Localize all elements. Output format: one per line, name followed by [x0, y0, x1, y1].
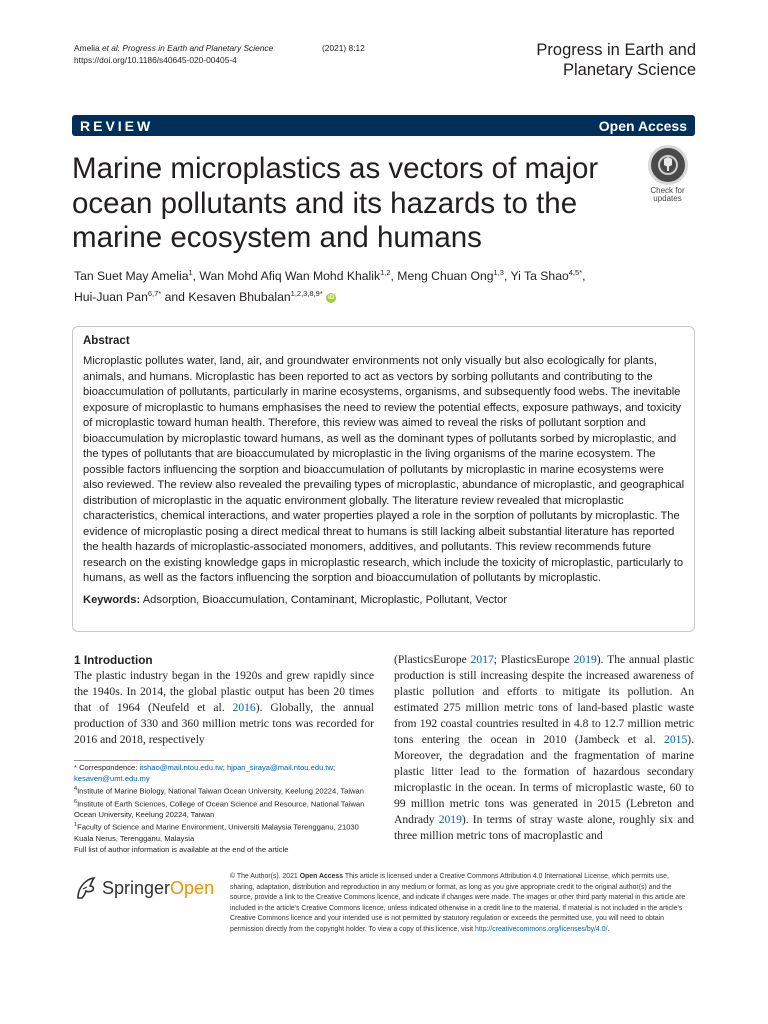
license-end: .: [607, 925, 610, 933]
citation-journal: et al. Progress in Earth and Planetary Science: [101, 43, 274, 53]
springer-horse-icon: [74, 876, 96, 900]
check-for-updates-badge[interactable]: [640, 145, 695, 205]
footnote-divider: [74, 760, 214, 761]
citation-link[interactable]: 2019: [573, 653, 597, 666]
body-column-left: [74, 652, 374, 748]
author-affiliation-sup: 6,7*: [147, 289, 162, 299]
article-type-label: REVIEW: [80, 117, 154, 134]
author-affiliation-sup: 1: [188, 268, 193, 277]
springer-open-wordmark: [102, 878, 214, 898]
author-name[interactable]: Tan Suet May Amelia: [74, 269, 189, 284]
author-separator: ,: [582, 269, 586, 284]
orcid-icon[interactable]: iD: [328, 294, 335, 301]
body-column-right: [394, 652, 694, 844]
body-text-span: (PlasticsEurope: [394, 653, 471, 666]
citation-line: [74, 42, 404, 54]
affiliation-text: Institute of Earth Sciences, College of Ocean Science and Resource, National Taiwan Ocean University, Keelung 20224, Taiwan: [74, 799, 365, 820]
body-text-span: ; PlasticsEurope: [493, 653, 574, 666]
journal-title-line1: Progress in Earth and: [536, 41, 696, 59]
body-text-span: ). Moreover, the degradation and the fragmentation of marine plastic litter lead to the formation of hazardous secondary microplastic in the ocean. In terms of microplastic waste, 60 to 99 million metric tons was generated in 2015 (Lebreton and Andrady: [394, 733, 694, 826]
author-affiliation-sup: 4,5*: [568, 268, 583, 277]
body-text-span: ). Globally, the annual production of 330 and 360 million metric tons was recorded for 2016 and 2018, respectively: [74, 701, 374, 746]
citation-link[interactable]: 2019: [438, 813, 462, 826]
body-paragraph: [74, 668, 374, 748]
check-updates-line2: updates: [653, 194, 682, 203]
citation-author: Amelia: [74, 43, 100, 53]
author-affiliation-sup: 1,2,3,8,9*: [290, 289, 323, 299]
author-name[interactable]: and Kesaven Bhubalan: [161, 290, 291, 305]
full-list-note: Full list of author information is available at the end of the article: [74, 844, 289, 854]
author-name[interactable]: , Yi Ta Shao: [503, 269, 569, 284]
email-link[interactable]: hjpan_siraya@mail.ntou.edu.tw: [226, 763, 334, 772]
author-affiliation-sup: 1,3: [493, 268, 504, 277]
license-url-link[interactable]: http://creativecommons.org/licenses/by/4.0/: [474, 925, 608, 933]
article-type-band: [72, 115, 695, 136]
affiliation-item: [74, 784, 379, 797]
affiliation-text: Faculty of Science and Marine Environment, Universiti Malaysia Terengganu, 21030 Kuala Nerus, Terengganu, Malaysia: [74, 822, 359, 843]
open-access-bold: Open Access: [299, 873, 344, 880]
keywords-label: Keywords:: [83, 593, 141, 606]
license-notice: [230, 872, 695, 935]
citation-link[interactable]: 2016: [232, 701, 256, 714]
abstract-box: [72, 326, 695, 632]
affiliation-sup: 4: [74, 786, 78, 792]
check-updates-icon: [648, 145, 688, 185]
body-text-span: ). In terms of stray waste alone, roughly six and three million metric tons of macroplastic and: [394, 813, 694, 842]
citation-link[interactable]: 2017: [470, 653, 494, 666]
journal-title-line2: Planetary Science: [563, 61, 696, 79]
correspondence-line: * Correspondence: itshao@mail.ntou.edu.tw; hjpan_siraya@mail.ntou.edu.tw; kesaven@umt.edu.my: [74, 763, 336, 783]
check-updates-label: [650, 187, 684, 203]
author-name[interactable]: , Meng Chuan Ong: [390, 269, 494, 284]
abstract-heading: Abstract: [83, 335, 130, 347]
citation-link[interactable]: 2015: [664, 733, 688, 746]
open-word: Open: [170, 878, 215, 898]
body-text-span: ). The annual plastic production is still increasing despite the increased awareness of plastic pollution and efforts to mitigate its pollution. An estimated 275 million metric tons of land-based plastic waste from 192 coastal countries resulted in 4.8 to 12.7 million metric tons entering the ocean in 2010 (Jambeck et al.: [394, 653, 695, 746]
affiliation-text: Institute of Marine Biology, National Taiwan Ocean University, Keelung 20224, Taiwan: [77, 786, 364, 796]
author-name[interactable]: Hui-Juan Pan: [74, 290, 148, 305]
springer-word: Springer: [102, 878, 171, 898]
body-text-span: The plastic industry began in the 1920s and grew rapidly since the 1940s. In 2014, the global plastic output has been 20 times that of 1964 (Neufeld et al.: [74, 669, 374, 714]
license-text: This article is licensed under a Creative Commons Attribution 4.0 International License, which permits use, sharing, adaptation, distribution and reproduction in any medium or format, as long as you give appropriate credit to the original author(s) and the source, provide a link to the Creative Commons licence, and indicate if changes were made. The images or other third party material in this article are included in the article's Creative Commons licence, unless indicated otherwise in a credit line to the material. If material is not included in the article's Creative Commons licence and your intended use is not permitted by statutory regulation or exceeds the permitted use, you will need to obtain permission directly from the copyright holder. To view a copy of this licence, visit: [230, 873, 686, 933]
journal-title: [536, 40, 696, 80]
abstract-text: Microplastic pollutes water, land, air, and groundwater environments not only visually but also ecologically for plants, animals, and humans. Microplastic has been reported to act as vectors by sorbing pollutants and contributing to the bioaccumulation of pollutants, particularly in marine ecosystems, organisms, and subsequently food webs. The inevitable exposure of microplastic to humans emphasises the need to review the potential effects, exposure pathways, and toxicity of microplastic toward human health. Therefore, this review was aimed to reveal the risks of pollutant sorption and bioaccumulation by microplastic toward humans, as well as the dominant types of pollutants sorbed by microplastic, and the types of pollutants that are bioaccumulated by microplastic in the living organisms of the marine ecosystem. The possible factors influencing the sorption and bioaccumulation of pollutants by microplastic in marine ecosystems were also reviewed. The review also revealed the prevailing types of microplastic, abundance of microplastic, and geographical distribution of microplastic in the aquatic environment globally. The literature review revealed that microplastic characteristics, chemical interactions, and water properties played a role in the sorption of pollutants by microplastic. The evidence of microplastic posing a direct medical threat to humans is still lacking albeit substantial literature has reported the health hazards of microplastic-associated monomers, additives, and pollutants. This review recommends future research on the existing knowledge gaps in microplastic research, which include the toxicity of microplastic, particularly to humans, as well as the factors influencing the sorption and bioaccumulation of pollutants by microplastic.: [83, 355, 685, 584]
affiliation-sup: 1: [74, 822, 78, 829]
check-updates-line1: Check for: [650, 186, 685, 195]
author-list: [74, 264, 699, 306]
section-heading: 1 Introduction: [74, 653, 153, 667]
copyright-text: © The Author(s). 2021: [230, 873, 300, 880]
keywords-line: [83, 593, 686, 609]
springer-open-logo[interactable]: [74, 876, 214, 900]
article-title: Marine microplastics as vectors of major ocean pollutants and its hazards to the marine ecosystem and humans: [72, 152, 599, 254]
affiliation-sup: 6: [74, 798, 78, 805]
doi-link[interactable]: https://doi.org/10.1186/s40645-020-00405-4: [74, 55, 237, 65]
author-name[interactable]: , Wan Mohd Afiq Wan Mohd Khalik: [192, 269, 381, 284]
email-link[interactable]: itshao@mail.ntou.edu.tw: [139, 763, 223, 772]
email-link[interactable]: kesaven@umt.edu.my: [74, 774, 150, 783]
keywords-list: Adsorption, Bioaccumulation, Contaminant, Microplastic, Pollutant, Vector: [140, 593, 508, 606]
affiliation-item: [74, 820, 379, 844]
open-access-label: Open Access: [598, 117, 687, 134]
footnotes: [74, 762, 379, 855]
citation-header: [74, 42, 404, 66]
affiliation-item: [74, 797, 379, 821]
body-paragraph: [394, 652, 694, 844]
citation-year: (2021) 8:12: [322, 43, 365, 53]
correspondence-label: * Correspondence:: [74, 763, 140, 772]
author-affiliation-sup: 1,2: [380, 268, 391, 277]
